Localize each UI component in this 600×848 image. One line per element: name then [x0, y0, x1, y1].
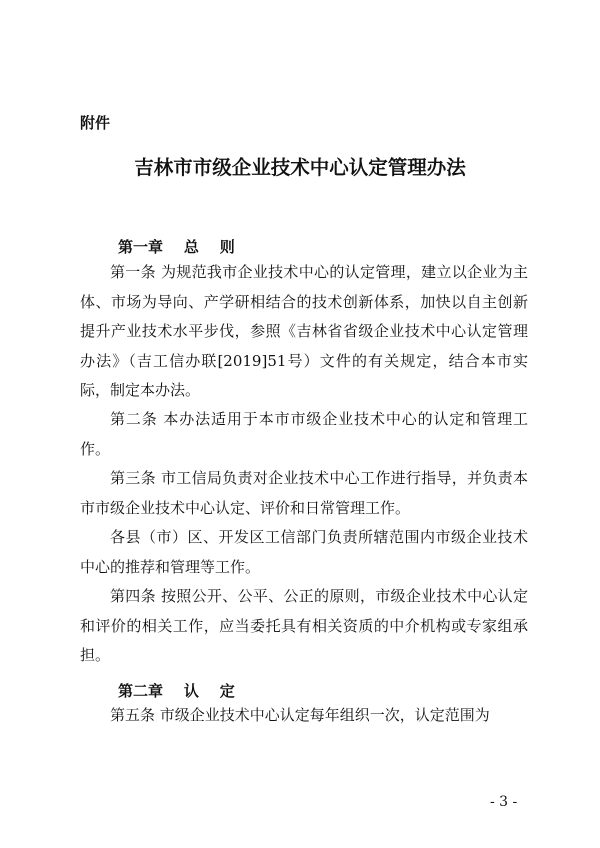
attachment-label: 附件: [80, 114, 111, 132]
article-2-paragraph: 第二条 本办法适用于本市市级企业技术中心的认定和管理工作。: [80, 410, 528, 458]
chapter-heading: 第二章 认 定: [118, 682, 235, 700]
article-1-paragraph: 第一条 为规范我市企业技术中心的认定管理，建立以企业为主体、市场为导向、产学研相结合的技术创新体系，加快以自主创新提升产业技术水平步伐，参照《吉林省省级企业技术中心认定管理办法》（吉工信办联[2019]51号）文件的有关规定，结合本市实际，制定本办法。: [80, 263, 528, 399]
article-3-paragraph: 第三条 市工信局负责对企业技术中心工作进行指导，并负责本市市级企业技术中心认定、评价和日常管理工作。: [80, 469, 528, 517]
article-5-paragraph: 第五条 市级企业技术中心认定每年组织一次，认定范围为: [110, 706, 490, 724]
page-number: - 3 -: [490, 794, 518, 810]
chapter-heading: 第一章 总 则: [118, 238, 235, 256]
document-title: 吉林市市级企业技术中心认定管理办法: [134, 156, 466, 179]
article-4-paragraph: 第四条 按照公开、公平、公正的原则，市级企业技术中心认定和评价的相关工作，应当委托具有相关资质的中介机构或专家组承担。: [80, 587, 528, 664]
county-responsibility-paragraph: 各县（市）区、开发区工信部门负责所辖范围内市级企业技术中心的推荐和管理等工作。: [80, 528, 528, 576]
